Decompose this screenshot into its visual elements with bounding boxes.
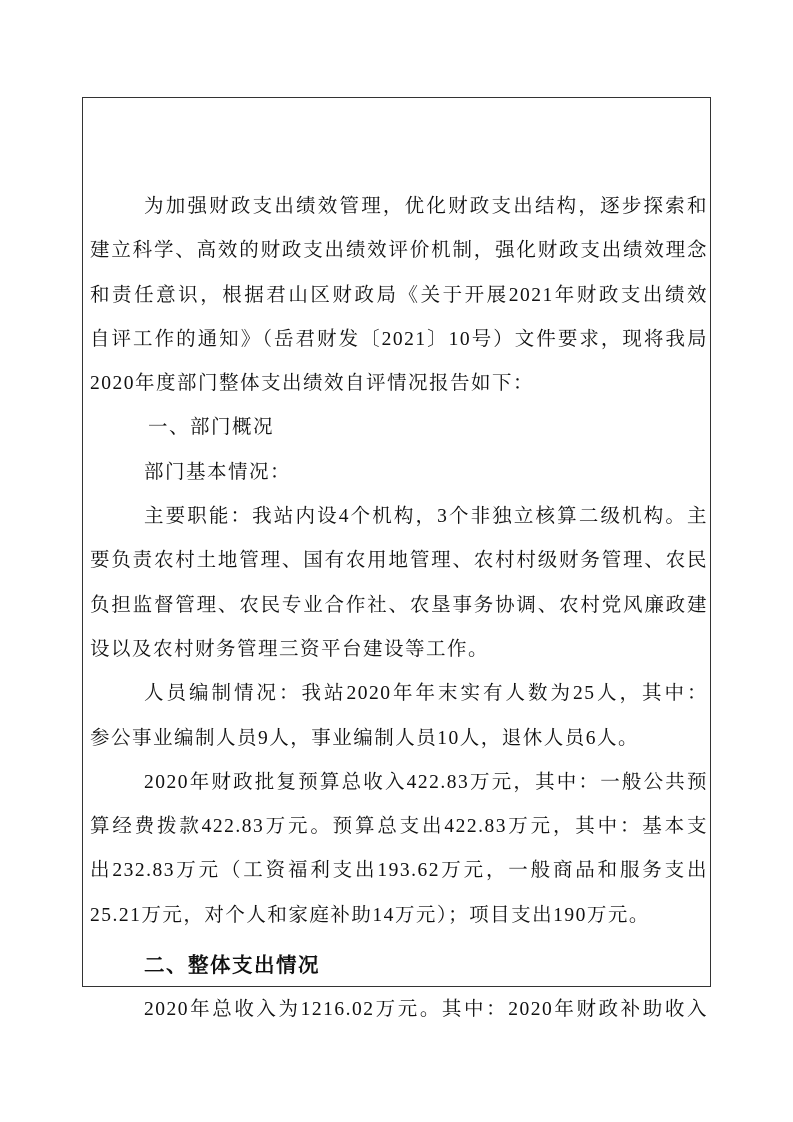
paragraph-income-line: 2020年总收入为1216.02万元。其中：2020年财政补助收入 xyxy=(144,999,708,1021)
paragraph-budget-line: 出232.83万元（工资福利支出193.62万元，一般商品和服务支出 xyxy=(90,860,708,882)
paragraph-budget-line: 2020年财政批复预算总收入422.83万元，其中：一般公共预 xyxy=(144,771,708,793)
document-body xyxy=(90,185,708,1032)
paragraph-staffing-line: 人员编制情况：我站2020年年末实有人数为25人，其中： xyxy=(144,683,708,705)
paragraph-functions-line: 设以及农村财务管理三资平台建设等工作。 xyxy=(90,638,490,660)
subheading-basic-info: 部门基本情况： xyxy=(144,461,292,483)
paragraph-intro-line: 为加强财政支出绩效管理，优化财政支出结构，逐步探索和 xyxy=(144,196,708,217)
paragraph-functions-line: 要负责农村土地管理、国有农用地管理、农村村级财务管理、农民 xyxy=(90,550,708,572)
paragraph-budget-line: 25.21万元，对个人和家庭补助14万元）；项目支出190万元。 xyxy=(90,904,650,926)
paragraph-staffing-line: 参公事业编制人员9人，事业编制人员10人，退休人员6人。 xyxy=(90,727,640,749)
paragraph-functions-line: 主要职能：我站内设4个机构，3个非独立核算二级机构。主 xyxy=(144,506,708,528)
paragraph-intro-line: 建立科学、高效的财政支出绩效评价机制，强化财政支出绩效理念 xyxy=(90,240,708,262)
section-heading-2: 二、整体支出情况 xyxy=(144,955,320,978)
section-heading-1: 一、部门概况 xyxy=(148,417,275,439)
paragraph-functions-line: 负担监督管理、农民专业合作社、农垦事务协调、农村党风廉政建 xyxy=(90,594,708,616)
paragraph-budget-line: 算经费拨款422.83万元。预算总支出422.83万元，其中：基本支 xyxy=(90,816,708,838)
paragraph-intro-line: 自评工作的通知》（岳君财发〔2021〕10号）文件要求，现将我局 xyxy=(90,328,708,350)
paragraph-intro-line: 和责任意识，根据君山区财政局《关于开展2021年财政支出绩效 xyxy=(90,284,708,306)
paragraph-intro-line: 2020年度部门整体支出绩效自评情况报告如下： xyxy=(90,373,535,395)
